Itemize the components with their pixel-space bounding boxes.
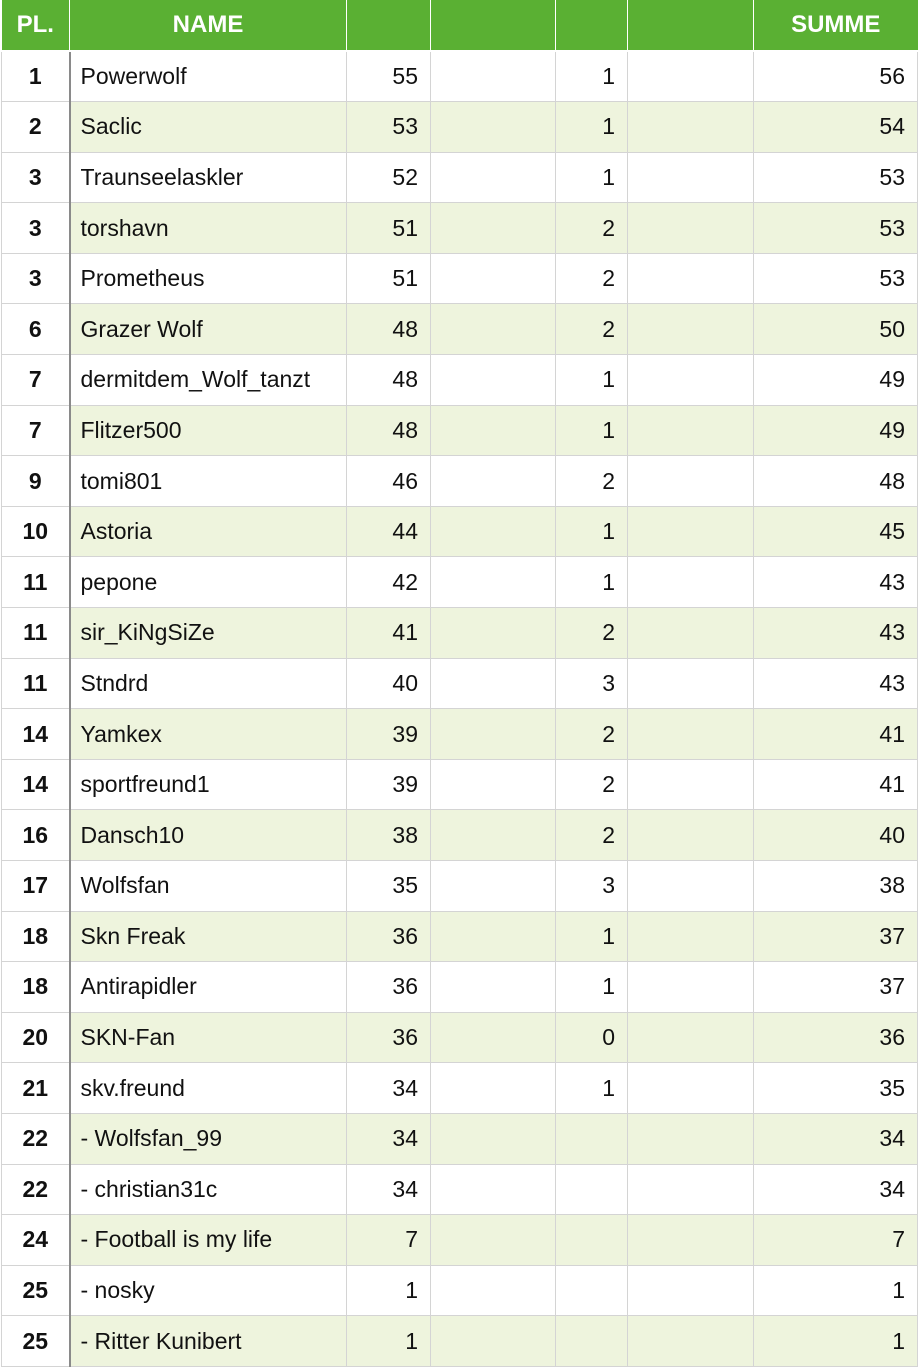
bonus-cell (556, 1164, 628, 1215)
place-cell: 16 (2, 810, 70, 861)
bonus-cell: 1 (556, 1063, 628, 1114)
name-cell: - Ritter Kunibert (70, 1316, 347, 1367)
name-cell: torshavn (70, 203, 347, 254)
empty-cell (628, 1113, 754, 1164)
empty-cell (628, 911, 754, 962)
table-row (2, 506, 918, 557)
name-cell: - nosky (70, 1265, 347, 1316)
place-cell: 10 (2, 506, 70, 557)
points-cell: 36 (347, 1012, 431, 1063)
place-cell: 3 (2, 152, 70, 203)
empty-cell (628, 51, 754, 102)
name-cell: Powerwolf (70, 51, 347, 102)
name-cell: Grazer Wolf (70, 304, 347, 355)
bonus-cell: 3 (556, 658, 628, 709)
bonus-cell (556, 1265, 628, 1316)
sum-cell: 37 (754, 911, 918, 962)
table-row (2, 456, 918, 507)
points-cell: 35 (347, 861, 431, 912)
place-cell: 14 (2, 759, 70, 810)
place-cell: 3 (2, 253, 70, 304)
bonus-cell: 2 (556, 253, 628, 304)
place-cell: 9 (2, 456, 70, 507)
table-row (2, 253, 918, 304)
empty-cell (431, 1063, 556, 1114)
points-cell: 36 (347, 911, 431, 962)
table-row (2, 1164, 918, 1215)
table-row (2, 1113, 918, 1164)
sum-cell: 43 (754, 658, 918, 709)
points-cell: 38 (347, 810, 431, 861)
table-row (2, 405, 918, 456)
points-cell: 51 (347, 253, 431, 304)
table-row (2, 203, 918, 254)
header-sum: SUMME (754, 0, 918, 51)
empty-cell (431, 861, 556, 912)
empty-cell (431, 709, 556, 760)
empty-cell (431, 355, 556, 406)
name-cell: skv.freund (70, 1063, 347, 1114)
name-cell: tomi801 (70, 456, 347, 507)
empty-cell (628, 1215, 754, 1266)
empty-cell (628, 152, 754, 203)
empty-cell (628, 506, 754, 557)
sum-cell: 1 (754, 1316, 918, 1367)
empty-cell (431, 102, 556, 153)
empty-cell (431, 557, 556, 608)
name-cell: Stndrd (70, 658, 347, 709)
bonus-cell: 1 (556, 405, 628, 456)
empty-cell (628, 658, 754, 709)
bonus-cell (556, 1316, 628, 1367)
table-row (2, 962, 918, 1013)
sum-cell: 48 (754, 456, 918, 507)
name-cell: - christian31c (70, 1164, 347, 1215)
table-row (2, 1012, 918, 1063)
empty-cell (628, 861, 754, 912)
points-cell: 42 (347, 557, 431, 608)
sum-cell: 45 (754, 506, 918, 557)
sum-cell: 34 (754, 1164, 918, 1215)
empty-cell (431, 456, 556, 507)
points-cell: 36 (347, 962, 431, 1013)
header-row (2, 0, 918, 51)
points-cell: 40 (347, 658, 431, 709)
table-row (2, 102, 918, 153)
bonus-cell: 1 (556, 506, 628, 557)
place-cell: 18 (2, 911, 70, 962)
table-row (2, 1063, 918, 1114)
points-cell: 51 (347, 203, 431, 254)
empty-cell (628, 709, 754, 760)
empty-cell (628, 1316, 754, 1367)
header-col-6 (628, 0, 754, 51)
place-cell: 18 (2, 962, 70, 1013)
place-cell: 3 (2, 203, 70, 254)
place-cell: 22 (2, 1113, 70, 1164)
table-row (2, 810, 918, 861)
header-col-5 (556, 0, 628, 51)
points-cell: 48 (347, 304, 431, 355)
bonus-cell: 2 (556, 304, 628, 355)
sum-cell: 49 (754, 355, 918, 406)
bonus-cell: 2 (556, 759, 628, 810)
empty-cell (628, 810, 754, 861)
empty-cell (628, 456, 754, 507)
empty-cell (431, 152, 556, 203)
name-cell: pepone (70, 557, 347, 608)
bonus-cell: 2 (556, 810, 628, 861)
empty-cell (431, 1316, 556, 1367)
bonus-cell: 0 (556, 1012, 628, 1063)
table-row (2, 658, 918, 709)
place-cell: 2 (2, 102, 70, 153)
place-cell: 11 (2, 557, 70, 608)
bonus-cell: 2 (556, 608, 628, 659)
empty-cell (628, 102, 754, 153)
bonus-cell: 1 (556, 557, 628, 608)
place-cell: 6 (2, 304, 70, 355)
points-cell: 34 (347, 1113, 431, 1164)
empty-cell (431, 1164, 556, 1215)
place-cell: 25 (2, 1265, 70, 1316)
empty-cell (628, 405, 754, 456)
table-row (2, 152, 918, 203)
empty-cell (431, 1265, 556, 1316)
table-row (2, 861, 918, 912)
sum-cell: 56 (754, 51, 918, 102)
bonus-cell: 1 (556, 51, 628, 102)
bonus-cell (556, 1215, 628, 1266)
points-cell: 1 (347, 1265, 431, 1316)
empty-cell (431, 51, 556, 102)
sum-cell: 38 (754, 861, 918, 912)
bonus-cell: 1 (556, 962, 628, 1013)
sum-cell: 49 (754, 405, 918, 456)
points-cell: 44 (347, 506, 431, 557)
empty-cell (431, 203, 556, 254)
name-cell: Wolfsfan (70, 861, 347, 912)
table-row (2, 911, 918, 962)
name-cell: SKN-Fan (70, 1012, 347, 1063)
points-cell: 48 (347, 405, 431, 456)
sum-cell: 34 (754, 1113, 918, 1164)
empty-cell (431, 1012, 556, 1063)
empty-cell (431, 253, 556, 304)
place-cell: 17 (2, 861, 70, 912)
sum-cell: 1 (754, 1265, 918, 1316)
name-cell: Yamkex (70, 709, 347, 760)
sum-cell: 50 (754, 304, 918, 355)
empty-cell (431, 405, 556, 456)
name-cell: - Wolfsfan_99 (70, 1113, 347, 1164)
place-cell: 11 (2, 658, 70, 709)
sum-cell: 53 (754, 203, 918, 254)
standings-table (1, 0, 918, 1367)
empty-cell (431, 759, 556, 810)
points-cell: 34 (347, 1164, 431, 1215)
empty-cell (628, 304, 754, 355)
name-cell: sportfreund1 (70, 759, 347, 810)
sum-cell: 43 (754, 608, 918, 659)
name-cell: Saclic (70, 102, 347, 153)
points-cell: 53 (347, 102, 431, 153)
sum-cell: 7 (754, 1215, 918, 1266)
points-cell: 34 (347, 1063, 431, 1114)
sum-cell: 43 (754, 557, 918, 608)
name-cell: Astoria (70, 506, 347, 557)
name-cell: sir_KiNgSiZe (70, 608, 347, 659)
header-name: NAME (70, 0, 347, 51)
empty-cell (628, 1265, 754, 1316)
sum-cell: 53 (754, 253, 918, 304)
empty-cell (431, 911, 556, 962)
name-cell: dermitdem_Wolf_tanzt (70, 355, 347, 406)
sum-cell: 36 (754, 1012, 918, 1063)
empty-cell (628, 253, 754, 304)
place-cell: 24 (2, 1215, 70, 1266)
empty-cell (628, 962, 754, 1013)
name-cell: Skn Freak (70, 911, 347, 962)
table-row (2, 355, 918, 406)
table-row (2, 759, 918, 810)
bonus-cell: 2 (556, 203, 628, 254)
empty-cell (628, 759, 754, 810)
table-row (2, 709, 918, 760)
points-cell: 7 (347, 1215, 431, 1266)
bonus-cell (556, 1113, 628, 1164)
place-cell: 20 (2, 1012, 70, 1063)
place-cell: 11 (2, 608, 70, 659)
points-cell: 46 (347, 456, 431, 507)
table-body (2, 51, 918, 1366)
sum-cell: 53 (754, 152, 918, 203)
sum-cell: 41 (754, 759, 918, 810)
name-cell: - Football is my life (70, 1215, 347, 1266)
place-cell: 22 (2, 1164, 70, 1215)
sum-cell: 40 (754, 810, 918, 861)
name-cell: Dansch10 (70, 810, 347, 861)
empty-cell (431, 506, 556, 557)
bonus-cell: 1 (556, 152, 628, 203)
place-cell: 14 (2, 709, 70, 760)
bonus-cell: 2 (556, 709, 628, 760)
points-cell: 55 (347, 51, 431, 102)
empty-cell (431, 810, 556, 861)
bonus-cell: 1 (556, 911, 628, 962)
table-row (2, 1316, 918, 1367)
points-cell: 1 (347, 1316, 431, 1367)
place-cell: 7 (2, 405, 70, 456)
empty-cell (628, 608, 754, 659)
empty-cell (431, 1113, 556, 1164)
bonus-cell: 1 (556, 102, 628, 153)
points-cell: 39 (347, 709, 431, 760)
table-row (2, 51, 918, 102)
empty-cell (628, 1164, 754, 1215)
table-row (2, 1215, 918, 1266)
empty-cell (431, 304, 556, 355)
empty-cell (431, 962, 556, 1013)
header-place: PL. (2, 0, 70, 51)
points-cell: 48 (347, 355, 431, 406)
points-cell: 39 (347, 759, 431, 810)
empty-cell (431, 1215, 556, 1266)
name-cell: Prometheus (70, 253, 347, 304)
sum-cell: 54 (754, 102, 918, 153)
empty-cell (628, 355, 754, 406)
place-cell: 7 (2, 355, 70, 406)
table-row (2, 557, 918, 608)
name-cell: Antirapidler (70, 962, 347, 1013)
table-row (2, 304, 918, 355)
sum-cell: 41 (754, 709, 918, 760)
header-col-4 (431, 0, 556, 51)
empty-cell (628, 557, 754, 608)
points-cell: 52 (347, 152, 431, 203)
table-row (2, 608, 918, 659)
place-cell: 1 (2, 51, 70, 102)
header-col-3 (347, 0, 431, 51)
place-cell: 21 (2, 1063, 70, 1114)
empty-cell (431, 658, 556, 709)
place-cell: 25 (2, 1316, 70, 1367)
sum-cell: 35 (754, 1063, 918, 1114)
bonus-cell: 1 (556, 355, 628, 406)
sum-cell: 37 (754, 962, 918, 1013)
points-cell: 41 (347, 608, 431, 659)
empty-cell (431, 608, 556, 659)
empty-cell (628, 203, 754, 254)
table-row (2, 1265, 918, 1316)
bonus-cell: 3 (556, 861, 628, 912)
name-cell: Flitzer500 (70, 405, 347, 456)
empty-cell (628, 1012, 754, 1063)
empty-cell (628, 1063, 754, 1114)
bonus-cell: 2 (556, 456, 628, 507)
name-cell: Traunseelaskler (70, 152, 347, 203)
